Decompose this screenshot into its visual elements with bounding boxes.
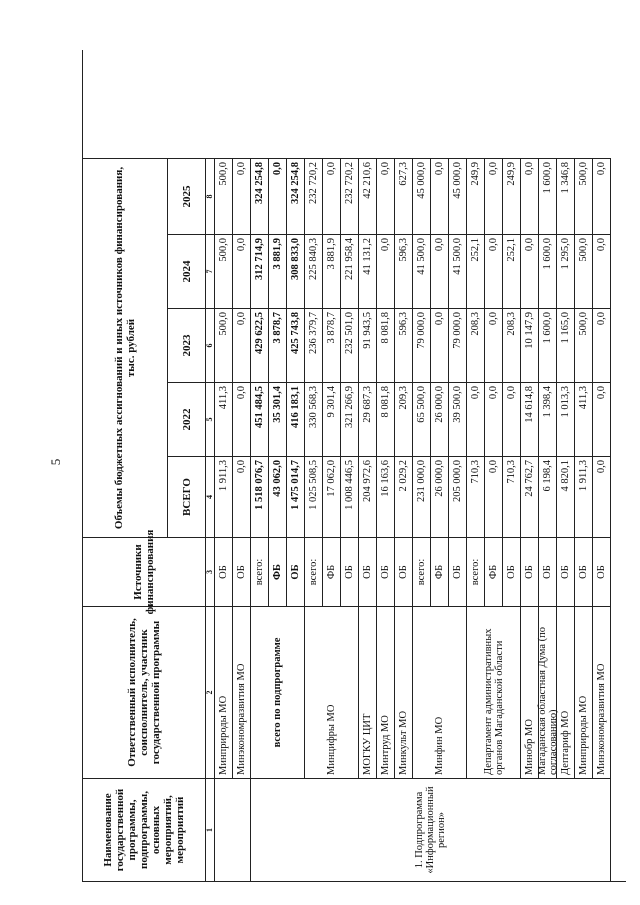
value-cell: 232 720,2 — [305, 158, 323, 234]
value-cell: 425 743,8 — [287, 308, 305, 382]
source-cell: ФБ — [269, 537, 287, 606]
column-number: 7 — [206, 234, 215, 308]
rotated-sheet — [82, 50, 626, 882]
value-cell: 91 943,5 — [359, 308, 377, 382]
header-total: ВСЕГО — [168, 456, 206, 537]
value-cell: 411,3 — [575, 382, 593, 456]
column-number: 2 — [206, 606, 215, 778]
value-cell: 232 501,0 — [341, 308, 359, 382]
source-cell: ФБ — [323, 537, 341, 606]
header-year: 2025 — [168, 158, 206, 234]
value-cell: 232 720,2 — [341, 158, 359, 234]
value-cell: 79 000,0 — [449, 308, 467, 382]
value-cell: 1 346,8 — [557, 158, 575, 234]
executor-cell: Минкульт МО — [395, 606, 413, 778]
value-cell: 0,0 — [593, 456, 611, 537]
value-cell: 205 000,0 — [449, 456, 467, 537]
value-cell: 3 881,9 — [323, 234, 341, 308]
executor-group: Департамент административных органов Магаданской области — [467, 606, 521, 778]
source-cell: ОБ — [593, 537, 611, 606]
header-volumes: Объемы бюджетных ассигнований и иных источников финансирования, тыс. рублей — [83, 158, 168, 537]
value-cell: 416 183,1 — [287, 382, 305, 456]
value-cell: 65 500,0 — [413, 382, 431, 456]
value-cell: 41 131,2 — [359, 234, 377, 308]
value-cell: 0,0 — [593, 382, 611, 456]
column-number: 1 — [206, 778, 215, 881]
value-cell: 231 000,0 — [413, 456, 431, 537]
source-cell: ОБ — [575, 537, 593, 606]
value-cell: 0,0 — [521, 234, 539, 308]
source-cell: всего: — [467, 537, 485, 606]
value-cell: 0,0 — [485, 158, 503, 234]
value-cell: 29 687,3 — [359, 382, 377, 456]
value-cell: 1 295,0 — [557, 234, 575, 308]
value-cell: 252,1 — [503, 234, 521, 308]
value-cell: 0,0 — [269, 158, 287, 234]
executor-cell: Дептариф МО — [557, 606, 575, 778]
value-cell: 411,3 — [215, 382, 233, 456]
value-cell: 43 062,0 — [269, 456, 287, 537]
executor-group: Минфин МО — [413, 606, 467, 778]
source-cell: ОБ — [377, 537, 395, 606]
value-cell: 0,0 — [485, 308, 503, 382]
value-cell: 1 911,3 — [215, 456, 233, 537]
executor-cell: Минобр МО — [521, 606, 539, 778]
value-cell: 500,0 — [215, 234, 233, 308]
value-cell: 500,0 — [215, 158, 233, 234]
value-cell: 35 301,4 — [269, 382, 287, 456]
value-cell: 0,0 — [233, 382, 251, 456]
header-source: Источники финансирования — [83, 537, 206, 606]
executor-cell: Магаданская областная Дума (по согласованию) — [539, 606, 557, 778]
value-cell: 0,0 — [233, 234, 251, 308]
value-cell: 596,3 — [395, 234, 413, 308]
value-cell: 500,0 — [575, 158, 593, 234]
executor-cell: Минтруд МО — [377, 606, 395, 778]
executor-cell: Минэкономразвития МО — [593, 606, 611, 778]
value-cell: 710,3 — [467, 456, 485, 537]
source-cell: ОБ — [341, 537, 359, 606]
value-cell: 308 833,0 — [287, 234, 305, 308]
value-cell: 8 081,8 — [377, 382, 395, 456]
value-cell: 45 000,0 — [413, 158, 431, 234]
value-cell: 710,3 — [503, 456, 521, 537]
value-cell: 324 254,8 — [251, 158, 269, 234]
value-cell: 1 518 076,7 — [251, 456, 269, 537]
value-cell: 0,0 — [593, 158, 611, 234]
value-cell: 0,0 — [377, 234, 395, 308]
source-cell: ОБ — [557, 537, 575, 606]
source-cell: всего: — [413, 537, 431, 606]
column-number: 6 — [206, 308, 215, 382]
value-cell: 8 081,8 — [377, 308, 395, 382]
value-cell: 10 147,9 — [521, 308, 539, 382]
value-cell: 9 301,4 — [323, 382, 341, 456]
value-cell: 249,9 — [467, 158, 485, 234]
value-cell: 0,0 — [503, 382, 521, 456]
source-cell: ФБ — [431, 537, 449, 606]
executor-cell: МОГКУ ЦИТ — [359, 606, 377, 778]
header-year: 2022 — [168, 382, 206, 456]
value-cell: 3 881,9 — [269, 234, 287, 308]
header-executor: Ответственный исполнитель, соисполнитель, участник государственной программы — [83, 606, 206, 778]
value-cell: 0,0 — [431, 308, 449, 382]
value-cell: 0,0 — [593, 308, 611, 382]
financing-table — [82, 50, 626, 882]
value-cell: 225 840,3 — [305, 234, 323, 308]
value-cell: 236 379,7 — [305, 308, 323, 382]
value-cell: 312 714,9 — [251, 234, 269, 308]
value-cell: 1 165,0 — [557, 308, 575, 382]
value-cell: 2 029,2 — [395, 456, 413, 537]
value-cell: 0,0 — [233, 456, 251, 537]
source-cell: ОБ — [395, 537, 413, 606]
source-cell: ОБ — [521, 537, 539, 606]
value-cell: 26 000,0 — [431, 382, 449, 456]
value-cell: 1 013,3 — [557, 382, 575, 456]
value-cell: 79 000,0 — [413, 308, 431, 382]
value-cell: 208,3 — [467, 308, 485, 382]
value-cell: 500,0 — [575, 308, 593, 382]
value-cell: 596,3 — [395, 308, 413, 382]
value-cell: 26 000,0 — [431, 456, 449, 537]
value-cell: 3 878,7 — [269, 308, 287, 382]
source-cell: всего: — [305, 537, 323, 606]
value-cell: 221 958,4 — [341, 234, 359, 308]
value-cell: 4 820,1 — [557, 456, 575, 537]
header-year: 2024 — [168, 234, 206, 308]
value-cell: 0,0 — [467, 382, 485, 456]
value-cell: 3 878,7 — [323, 308, 341, 382]
value-cell: 0,0 — [431, 234, 449, 308]
executor-cell: Минэкономразвития МО — [233, 606, 251, 778]
source-cell: ОБ — [539, 537, 557, 606]
source-cell: ОБ — [215, 537, 233, 606]
value-cell: 204 972,6 — [359, 456, 377, 537]
value-cell: 208,3 — [503, 308, 521, 382]
value-cell: 1 600,0 — [539, 158, 557, 234]
value-cell: 1 008 446,5 — [341, 456, 359, 537]
value-cell: 41 500,0 — [449, 234, 467, 308]
value-cell: 0,0 — [485, 382, 503, 456]
name-cell-top — [215, 778, 251, 881]
executor-cell: Минприроды МО — [575, 606, 593, 778]
value-cell: 0,0 — [431, 158, 449, 234]
value-cell: 0,0 — [233, 308, 251, 382]
page-number: 5 — [48, 458, 63, 466]
value-cell: 627,3 — [395, 158, 413, 234]
value-cell: 0,0 — [593, 234, 611, 308]
source-cell: ОБ — [503, 537, 521, 606]
value-cell: 500,0 — [215, 308, 233, 382]
value-cell: 249,9 — [503, 158, 521, 234]
value-cell: 1 600,0 — [539, 234, 557, 308]
value-cell: 0,0 — [323, 158, 341, 234]
column-number: 3 — [206, 537, 215, 606]
source-cell: ФБ — [485, 537, 503, 606]
executor-cell: Минприроды МО — [215, 606, 233, 778]
value-cell: 17 062,0 — [323, 456, 341, 537]
value-cell: 1 475 014,7 — [287, 456, 305, 537]
column-number: 5 — [206, 382, 215, 456]
value-cell: 41 500,0 — [413, 234, 431, 308]
value-cell: 0,0 — [233, 158, 251, 234]
value-cell: 451 484,5 — [251, 382, 269, 456]
value-cell: 6 198,4 — [539, 456, 557, 537]
value-cell: 42 210,6 — [359, 158, 377, 234]
value-cell: 16 163,6 — [377, 456, 395, 537]
value-cell: 45 000,0 — [449, 158, 467, 234]
value-cell: 24 762,7 — [521, 456, 539, 537]
value-cell: 0,0 — [485, 234, 503, 308]
source-cell: всего: — [251, 537, 269, 606]
header-year: 2023 — [168, 308, 206, 382]
value-cell: 321 266,9 — [341, 382, 359, 456]
source-cell: ОБ — [233, 537, 251, 606]
value-cell: 429 622,5 — [251, 308, 269, 382]
executor-group: всего по подпрограмме — [251, 606, 305, 778]
value-cell: 500,0 — [575, 234, 593, 308]
value-cell: 1 600,0 — [539, 308, 557, 382]
value-cell: 1 911,3 — [575, 456, 593, 537]
source-cell: ОБ — [287, 537, 305, 606]
source-cell: ОБ — [449, 537, 467, 606]
value-cell: 209,3 — [395, 382, 413, 456]
value-cell: 0,0 — [521, 158, 539, 234]
value-cell: 252,1 — [467, 234, 485, 308]
value-cell: 39 500,0 — [449, 382, 467, 456]
column-number: 8 — [206, 158, 215, 234]
value-cell: 1 025 508,5 — [305, 456, 323, 537]
column-number: 4 — [206, 456, 215, 537]
value-cell: 1 398,4 — [539, 382, 557, 456]
value-cell: 324 254,8 — [287, 158, 305, 234]
value-cell: 0,0 — [485, 456, 503, 537]
header-name: Наименование государственной программы, подпрограммы, основных мероприятий, мероприятий — [83, 778, 206, 881]
source-cell: ОБ — [359, 537, 377, 606]
value-cell: 0,0 — [377, 158, 395, 234]
value-cell: 14 614,8 — [521, 382, 539, 456]
value-cell: 330 568,3 — [305, 382, 323, 456]
subprogram-name: 1. Подпрограмма «Информационный регион» — [251, 778, 611, 881]
executor-group: Минцифры МО — [305, 606, 359, 778]
